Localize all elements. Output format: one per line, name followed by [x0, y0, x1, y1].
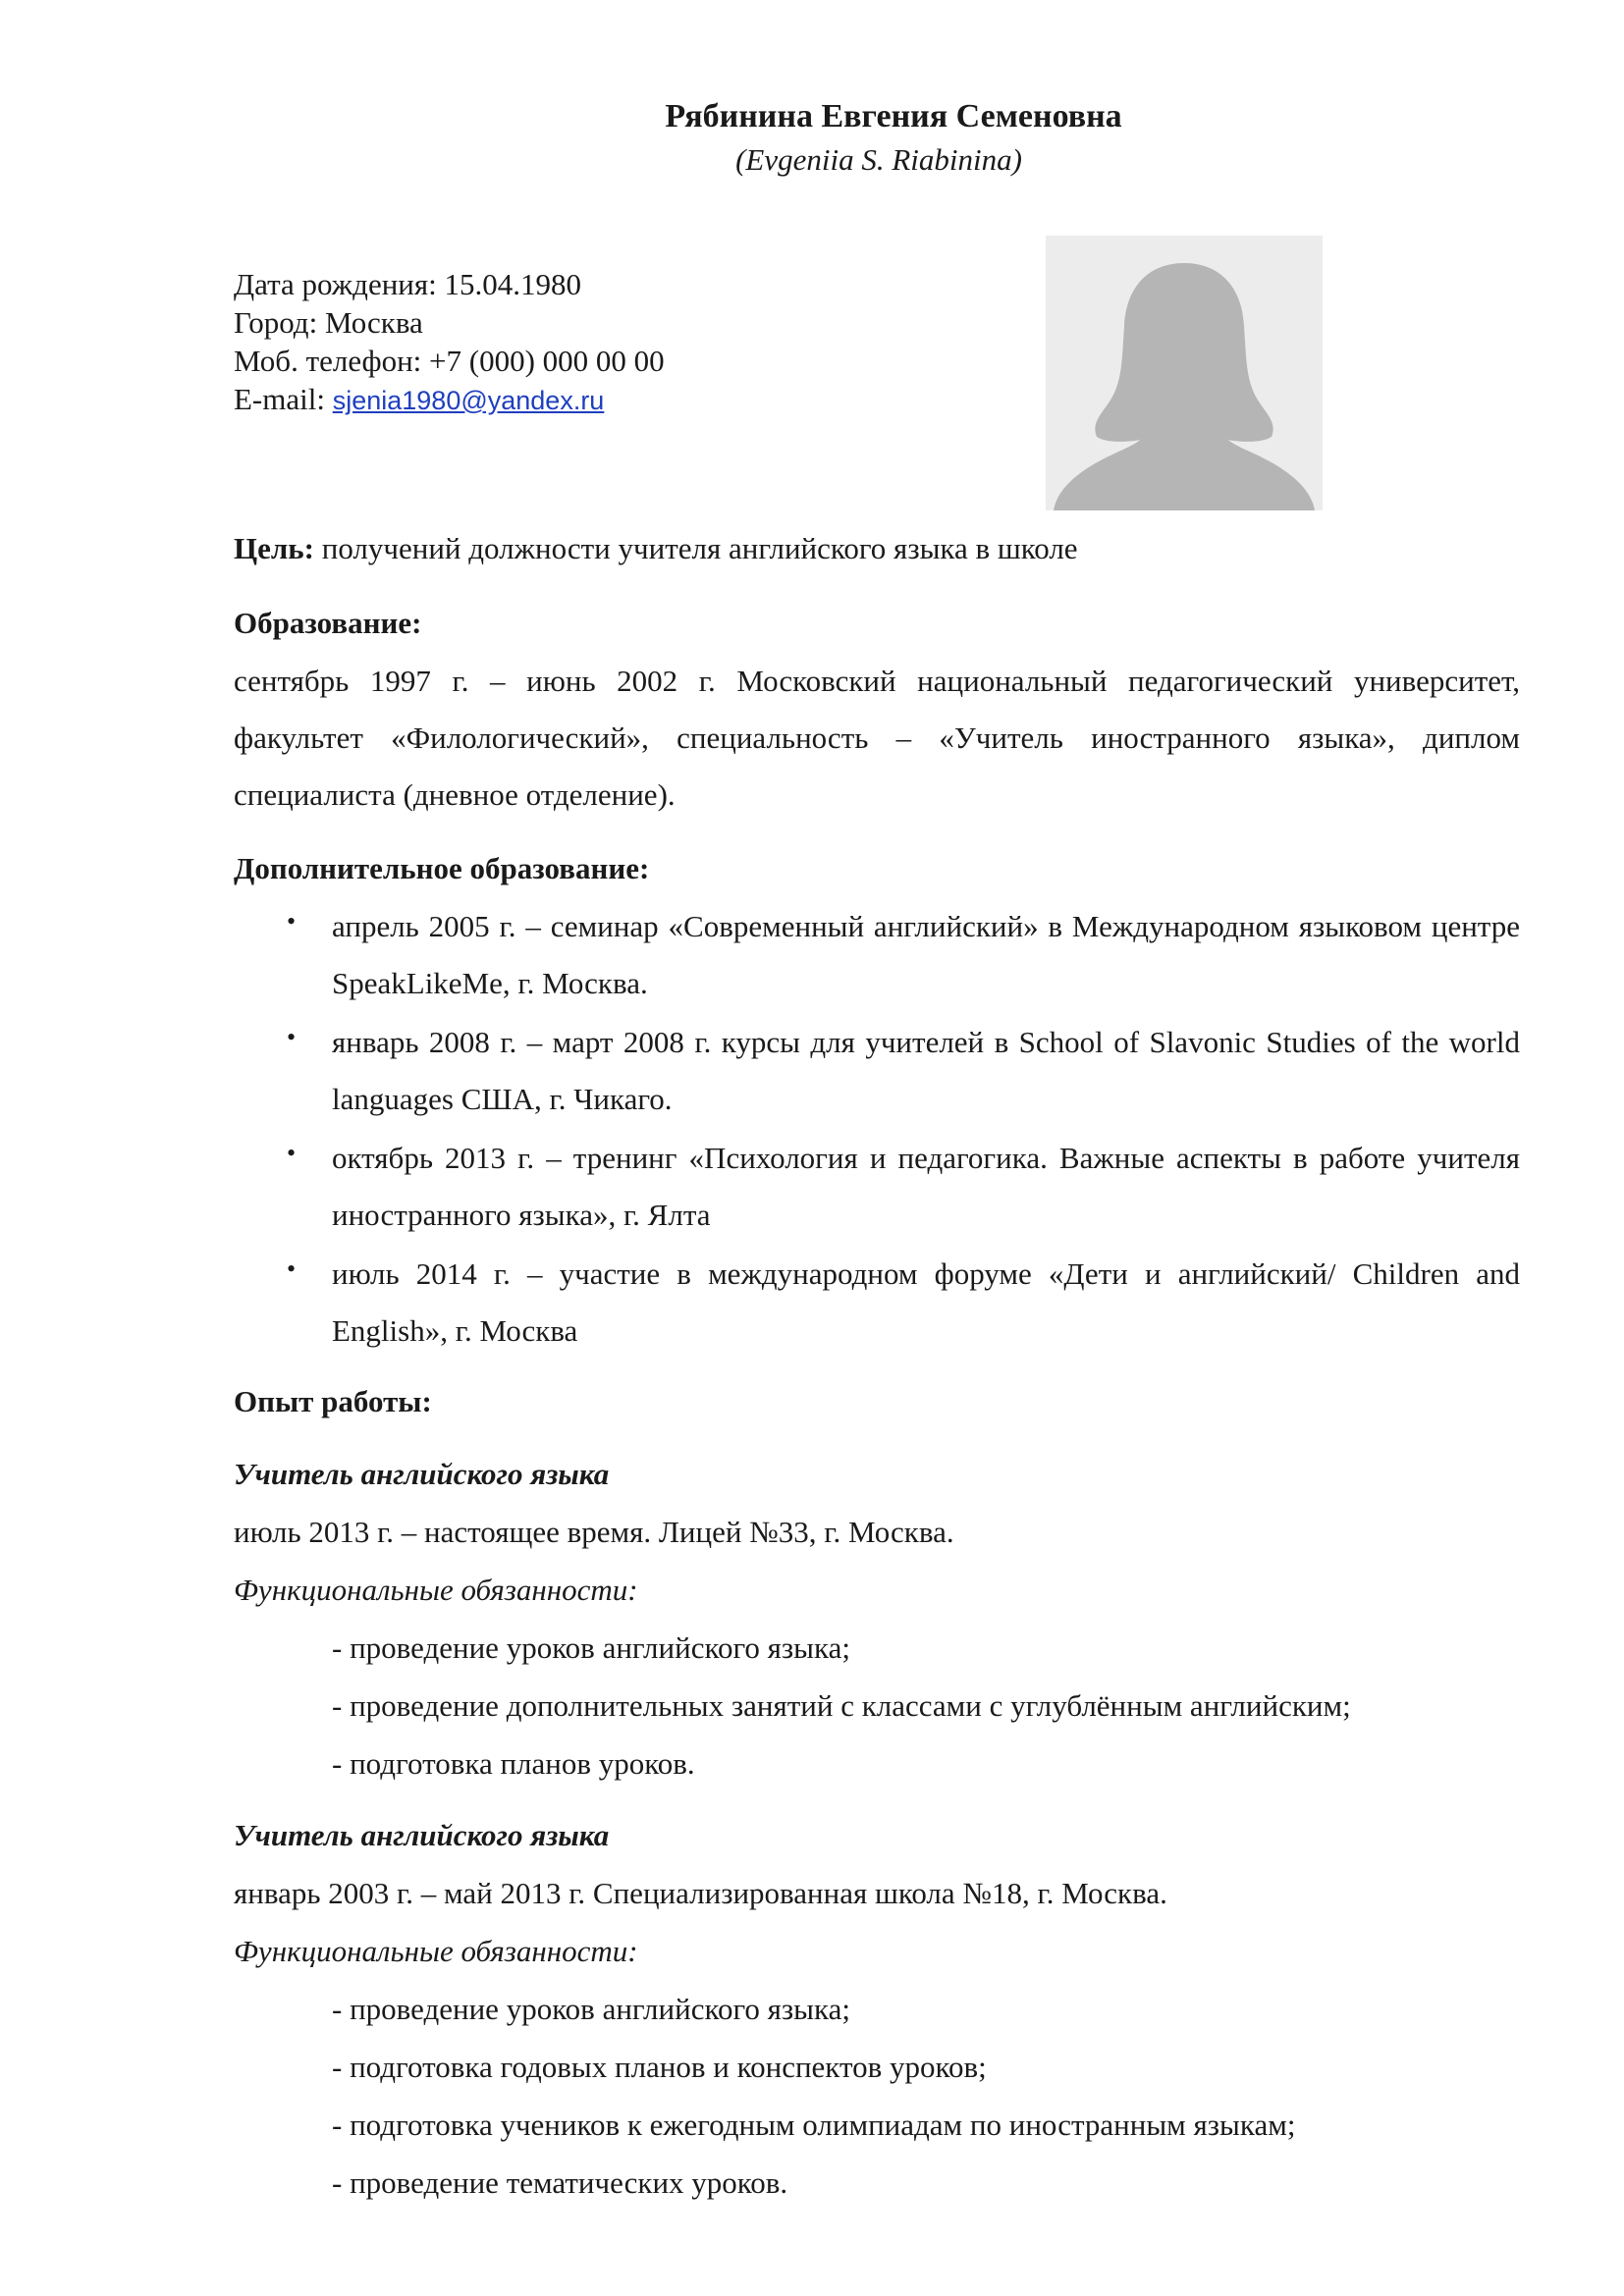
duties-label: Функциональные обязанности:: [234, 1573, 638, 1607]
duty-item: - проведение уроков английского языка;: [332, 1992, 850, 2026]
duty-item: - подготовка учеников к ежегодным олимпиадам по иностранным языкам;: [332, 2108, 1296, 2142]
bullet-icon: •: [287, 1139, 297, 1167]
bullet-icon: •: [287, 907, 297, 935]
duty-item: - проведение дополнительных занятий с классами с углублённым английским;: [332, 1688, 1351, 1723]
education-text: сентябрь 1997 г. – июнь 2002 г. Московский национальный педагогический университет, факультет «Филологический», специальность – «Учитель иностранного языка», диплом специалиста (дневное отделение).: [234, 664, 1520, 812]
duty-item: - подготовка планов уроков.: [332, 1746, 695, 1781]
email-row: [234, 382, 604, 417]
job-period: январь 2003 г. – май 2013 г. Специализированная школа №18, г. Москва.: [234, 1876, 1167, 1910]
duty-item: - проведение уроков английского языка;: [332, 1630, 850, 1665]
duties-label: Функциональные обязанности:: [234, 1934, 638, 1968]
list-item: октябрь 2013 г. – тренинг «Психология и педагогика. Важные аспекты в работе учителя иностранного языка», г. Ялта: [332, 1141, 1520, 1232]
goal-label: Цель:: [234, 531, 314, 565]
bullet-icon: •: [287, 1023, 297, 1051]
additional-education-heading: Дополнительное образование:: [234, 851, 650, 885]
list-item: апрель 2005 г. – семинар «Современный английский» в Международном языковом центре SpeakLikeMe, г. Москва.: [332, 909, 1520, 1000]
goal-text: получений должности учителя английского языка в школе: [313, 531, 1078, 565]
list-item: январь 2008 г. – март 2008 г. курсы для учителей в School of Slavonic Studies of the world languages США, г. Чикаго.: [332, 1025, 1520, 1116]
phone: Моб. телефон: +7 (000) 000 00 00: [234, 344, 665, 378]
email-label: E-mail:: [234, 382, 333, 416]
bullet-icon: •: [287, 1255, 297, 1283]
list-item: июль 2014 г. – участие в международном форуме «Дети и английский/ Children and English», г. Москва: [332, 1256, 1520, 1348]
birth-date: Дата рождения: 15.04.1980: [234, 267, 582, 301]
resume-name-latin: (Evgeniia S. Riabinina): [735, 142, 1022, 177]
city: Город: Москва: [234, 305, 423, 340]
duty-item: - проведение тематических уроков.: [332, 2165, 788, 2200]
goal-row: [234, 531, 1078, 566]
avatar: [1046, 236, 1323, 510]
resume-name: Рябинина Евгения Семеновна: [665, 98, 1122, 134]
job-title: Учитель английского языка: [234, 1818, 610, 1852]
duty-item: - подготовка годовых планов и конспектов уроков;: [332, 2050, 987, 2084]
job-period: июль 2013 г. – настоящее время. Лицей №33, г. Москва.: [234, 1515, 954, 1549]
education-heading: Образование:: [234, 606, 422, 640]
person-silhouette-icon: [1046, 236, 1323, 510]
email-link[interactable]: sjenia1980@yandex.ru: [332, 386, 605, 415]
job-title: Учитель английского языка: [234, 1457, 610, 1491]
experience-heading: Опыт работы:: [234, 1384, 432, 1418]
